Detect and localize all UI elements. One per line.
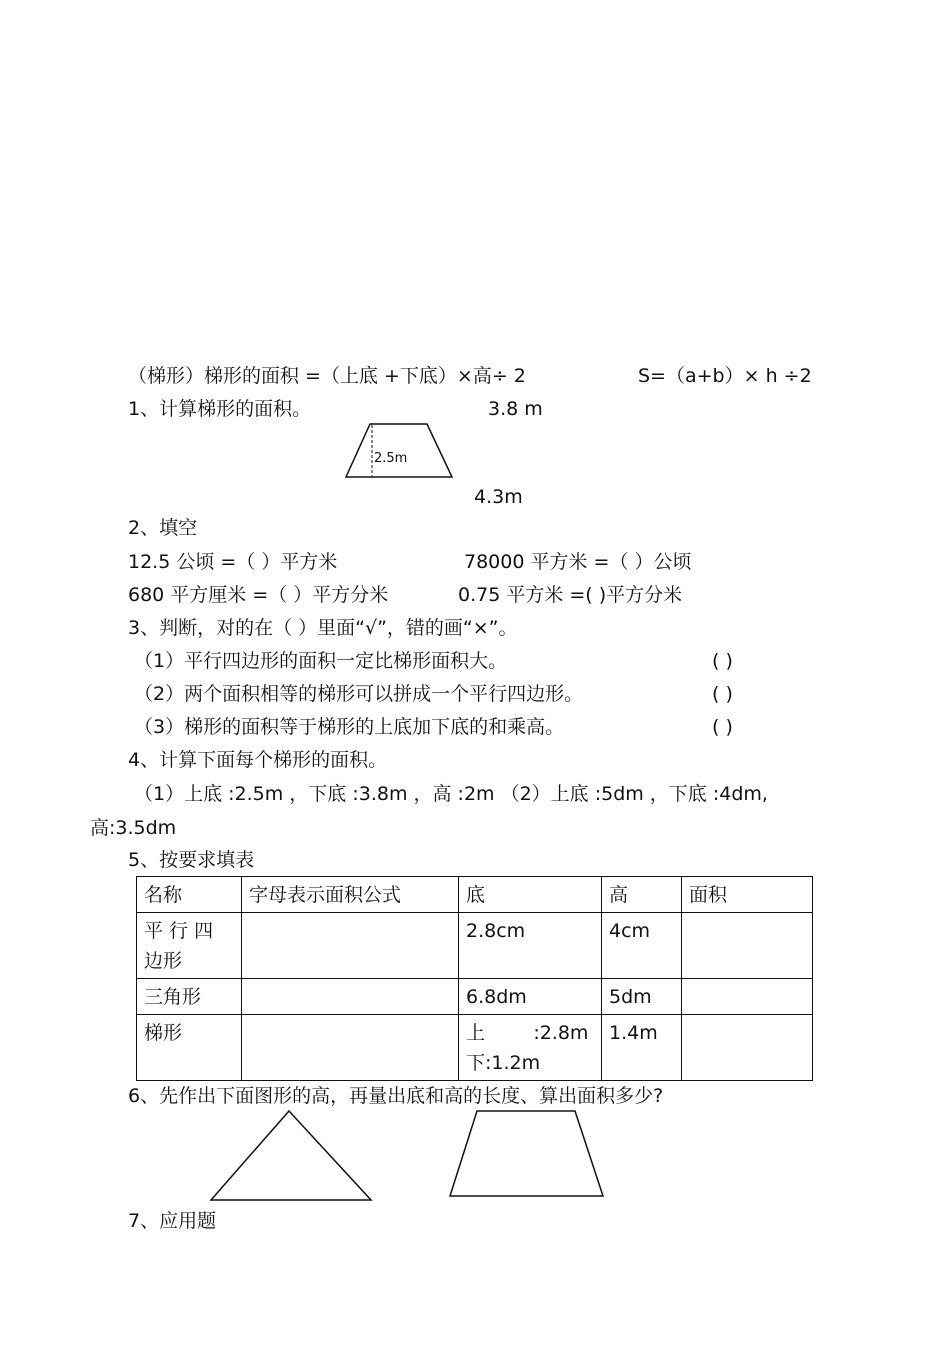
header-name: 名称 (137, 877, 242, 913)
q3-answer-bracket-3[interactable]: ( ) (712, 716, 733, 738)
header-base: 底 (459, 877, 602, 913)
q7-title: 7、应用题 (128, 1210, 217, 1232)
q4-line-1: （1）上底 :2.5m ，下底 :3.8m ，高 :2m （2）上底 :5dm ，下底 :4dm, (134, 783, 768, 805)
table-header-row (137, 877, 813, 913)
q2-row1-left: 12.5 公顷 =（ ）平方米 (128, 551, 338, 573)
q3-title: 3、判断，对的在（ ）里面“√”，错的画“×”。 (128, 617, 518, 639)
cell-area[interactable] (682, 1015, 813, 1081)
header-area: 面积 (682, 877, 813, 913)
q6-triangle-figure (205, 1106, 377, 1206)
formula-text: （梯形）梯形的面积 =（上底 +下底）×高÷ 2 (128, 365, 526, 387)
cell-formula[interactable] (242, 913, 459, 979)
table-row (137, 979, 813, 1015)
cell-area[interactable] (682, 913, 813, 979)
cell-base: 2.8cm (459, 913, 602, 979)
cell-name: 平 行 四 边形 (137, 913, 242, 979)
q3-item-2: （2）两个面积相等的梯形可以拼成一个平行四边形。 (134, 683, 584, 705)
q3-item-3: （3）梯形的面积等于梯形的上底加下底的和乘高。 (134, 716, 565, 738)
cell-formula[interactable] (242, 979, 459, 1015)
q2-row2-left: 680 平方厘米 =（ ）平方分米 (128, 584, 389, 606)
q2-row1-right: 78000 平方米 =（ ）公顷 (464, 551, 692, 573)
q2-title: 2、填空 (128, 517, 198, 539)
cell-height: 1.4m (602, 1015, 682, 1081)
q4-line-2: 高:3.5dm (90, 817, 177, 839)
q3-answer-bracket-1[interactable]: ( ) (712, 650, 733, 672)
q4-title: 4、计算下面每个梯形的面积。 (128, 749, 388, 771)
cell-base: 6.8dm (459, 979, 602, 1015)
q1-title: 1、计算梯形的面积。 (128, 398, 312, 420)
q5-fill-table (136, 876, 813, 1081)
trapezoid-shape (450, 1111, 603, 1196)
header-formula: 字母表示面积公式 (242, 877, 459, 913)
header-height: 高 (602, 877, 682, 913)
table-row (137, 913, 813, 979)
formula-letters: S=（a+b）× h ÷2 (638, 365, 812, 387)
cell-name: 三角形 (137, 979, 242, 1015)
q1-bottom-label: 4.3m (474, 486, 523, 508)
q1-top-label: 3.8 m (488, 398, 543, 420)
q2-row2-right: 0.75 平方米 =( )平方分米 (458, 584, 683, 606)
q6-trapezoid-figure (444, 1106, 610, 1202)
cell-formula[interactable] (242, 1015, 459, 1081)
q3-answer-bracket-2[interactable]: ( ) (712, 683, 733, 705)
table-row (137, 1015, 813, 1081)
q1-height-label: 2.5m (374, 451, 408, 466)
cell-height: 5dm (602, 979, 682, 1015)
q5-title: 5、按要求填表 (128, 849, 255, 871)
q3-item-1: （1）平行四边形的面积一定比梯形面积大。 (134, 650, 508, 672)
q6-title: 6、先作出下面图形的高，再量出底和高的长度、算出面积多少? (128, 1085, 664, 1107)
triangle-shape (211, 1111, 371, 1200)
cell-name: 梯形 (137, 1015, 242, 1081)
cell-area[interactable] (682, 979, 813, 1015)
cell-height: 4cm (602, 913, 682, 979)
cell-base: 上 :2.8m 下:1.2m (459, 1015, 602, 1081)
